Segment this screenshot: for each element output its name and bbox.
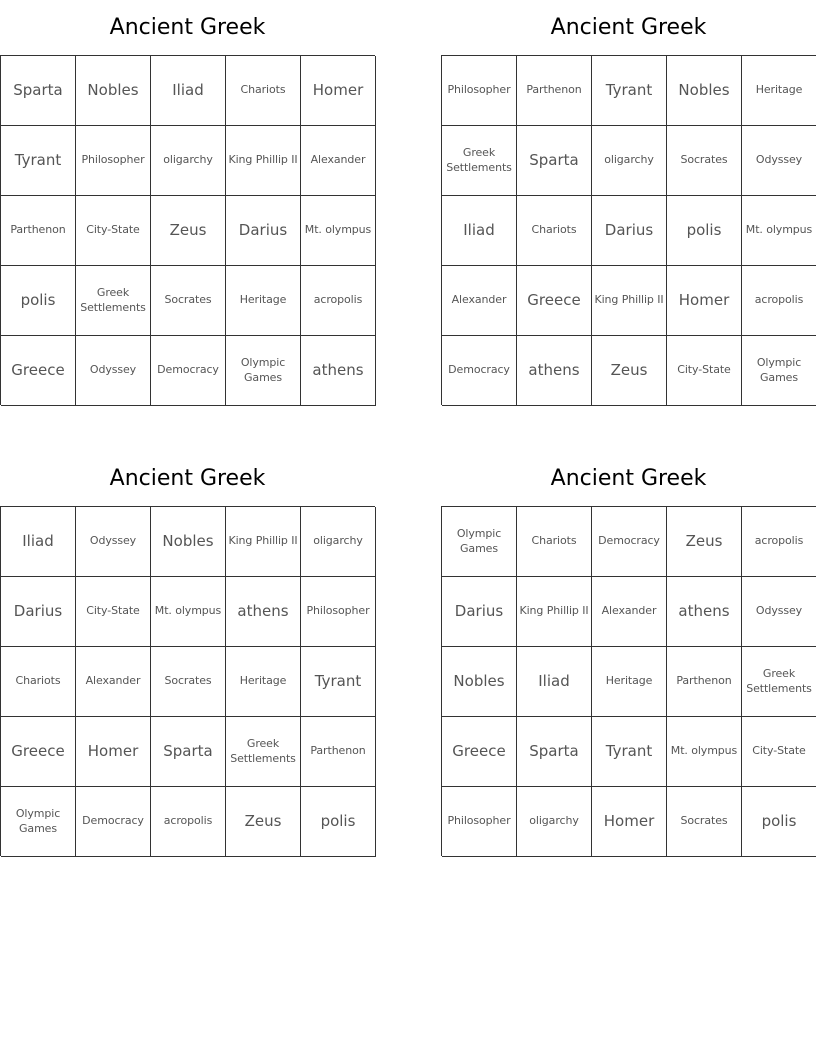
bingo-cell: Homer	[301, 56, 376, 126]
bingo-cell: Chariots	[517, 196, 592, 266]
bingo-cell: Odyssey	[76, 336, 151, 406]
bingo-cell: Philosopher	[76, 126, 151, 196]
bingo-cell: athens	[667, 577, 742, 647]
bingo-cell: Odyssey	[742, 577, 816, 647]
bingo-cell: Darius	[226, 196, 301, 266]
bingo-cell: acropolis	[151, 787, 226, 857]
bingo-cell: Odyssey	[742, 126, 816, 196]
bingo-cell: Iliad	[442, 196, 517, 266]
bingo-cell: Alexander	[301, 126, 376, 196]
bingo-cell: acropolis	[742, 266, 816, 336]
bingo-grid	[441, 55, 816, 405]
bingo-cell: Tyrant	[592, 717, 667, 787]
bingo-cell: Alexander	[76, 647, 151, 717]
bingo-cell: Zeus	[151, 196, 226, 266]
card-title: Ancient Greek	[109, 15, 266, 40]
bingo-cell: oligarchy	[301, 507, 376, 577]
bingo-cell: Greek Settlements	[742, 647, 816, 717]
bingo-card-4	[441, 451, 816, 856]
bingo-cell: Homer	[592, 787, 667, 857]
bingo-cell: City-State	[76, 577, 151, 647]
bingo-cell: Homer	[667, 266, 742, 336]
card-title: Ancient Greek	[550, 15, 707, 40]
bingo-cell: Parthenon	[301, 717, 376, 787]
card-title: Ancient Greek	[109, 466, 266, 491]
bingo-cell: Zeus	[226, 787, 301, 857]
bingo-card-3	[0, 451, 375, 856]
bingo-cell: Philosopher	[442, 787, 517, 857]
bingo-cell: Heritage	[226, 266, 301, 336]
bingo-cell: Democracy	[442, 336, 517, 406]
bingo-cell: Greece	[1, 717, 76, 787]
bingo-cell: Zeus	[592, 336, 667, 406]
bingo-cell: athens	[517, 336, 592, 406]
bingo-cell: athens	[226, 577, 301, 647]
bingo-cell: Alexander	[442, 266, 517, 336]
bingo-cell: Mt. olympus	[151, 577, 226, 647]
bingo-cell: City-State	[667, 336, 742, 406]
bingo-cell: Socrates	[151, 647, 226, 717]
bingo-cell: Greek Settlements	[226, 717, 301, 787]
bingo-cell: Darius	[592, 196, 667, 266]
bingo-cell: Mt. olympus	[301, 196, 376, 266]
bingo-cell: Chariots	[226, 56, 301, 126]
bingo-grid	[0, 506, 375, 856]
bingo-cell: Chariots	[1, 647, 76, 717]
bingo-cell: oligarchy	[517, 787, 592, 857]
bingo-cell: Nobles	[667, 56, 742, 126]
bingo-cell: Heritage	[226, 647, 301, 717]
bingo-grid	[441, 506, 816, 856]
bingo-cell: Sparta	[517, 717, 592, 787]
card-title: Ancient Greek	[550, 466, 707, 491]
bingo-cell: Democracy	[151, 336, 226, 406]
bingo-cell: Mt. olympus	[667, 717, 742, 787]
bingo-cell: oligarchy	[151, 126, 226, 196]
bingo-cell: Socrates	[151, 266, 226, 336]
bingo-cell: acropolis	[301, 266, 376, 336]
bingo-cell: acropolis	[742, 507, 816, 577]
bingo-cell: Tyrant	[592, 56, 667, 126]
bingo-cell: Nobles	[442, 647, 517, 717]
bingo-cell: Greece	[1, 336, 76, 406]
bingo-cell: Greece	[517, 266, 592, 336]
bingo-cell: Tyrant	[301, 647, 376, 717]
bingo-cell: Philosopher	[442, 56, 517, 126]
bingo-cell: polis	[1, 266, 76, 336]
bingo-cell: Heritage	[742, 56, 816, 126]
bingo-cell: Olympic Games	[226, 336, 301, 406]
bingo-cell: Nobles	[76, 56, 151, 126]
bingo-cell: Homer	[76, 717, 151, 787]
bingo-cell: City-State	[76, 196, 151, 266]
bingo-cell: Olympic Games	[742, 336, 816, 406]
bingo-cell: Socrates	[667, 126, 742, 196]
bingo-cell: oligarchy	[592, 126, 667, 196]
bingo-cell: Iliad	[151, 56, 226, 126]
bingo-cell: Olympic Games	[442, 507, 517, 577]
bingo-cell: Iliad	[1, 507, 76, 577]
bingo-cell: Iliad	[517, 647, 592, 717]
bingo-card-1	[0, 0, 375, 405]
bingo-cell: Democracy	[592, 507, 667, 577]
bingo-cell: Parthenon	[517, 56, 592, 126]
bingo-cell: King Phillip II	[226, 507, 301, 577]
bingo-cell: Sparta	[151, 717, 226, 787]
bingo-cell: Darius	[442, 577, 517, 647]
bingo-cell: Greek Settlements	[76, 266, 151, 336]
bingo-card-2	[441, 0, 816, 405]
bingo-cell: Philosopher	[301, 577, 376, 647]
bingo-cell: Darius	[1, 577, 76, 647]
bingo-cell: Sparta	[517, 126, 592, 196]
bingo-cell: Democracy	[76, 787, 151, 857]
bingo-cell: Odyssey	[76, 507, 151, 577]
bingo-cell: Socrates	[667, 787, 742, 857]
bingo-cell: Tyrant	[1, 126, 76, 196]
bingo-cell: City-State	[742, 717, 816, 787]
bingo-cell: athens	[301, 336, 376, 406]
bingo-cell: Sparta	[1, 56, 76, 126]
bingo-cell: Olympic Games	[1, 787, 76, 857]
bingo-cell: Greece	[442, 717, 517, 787]
bingo-cell: Parthenon	[1, 196, 76, 266]
bingo-cell: King Phillip II	[226, 126, 301, 196]
bingo-cell: Nobles	[151, 507, 226, 577]
bingo-cell: Mt. olympus	[742, 196, 816, 266]
bingo-cell: King Phillip II	[592, 266, 667, 336]
bingo-cell: polis	[742, 787, 816, 857]
bingo-cell: Greek Settlements	[442, 126, 517, 196]
bingo-cell: Alexander	[592, 577, 667, 647]
bingo-cell: polis	[301, 787, 376, 857]
bingo-cell: Zeus	[667, 507, 742, 577]
bingo-cell: Heritage	[592, 647, 667, 717]
bingo-cell: polis	[667, 196, 742, 266]
bingo-cell: Parthenon	[667, 647, 742, 717]
bingo-grid	[0, 55, 375, 405]
bingo-cell: King Phillip II	[517, 577, 592, 647]
bingo-cell: Chariots	[517, 507, 592, 577]
